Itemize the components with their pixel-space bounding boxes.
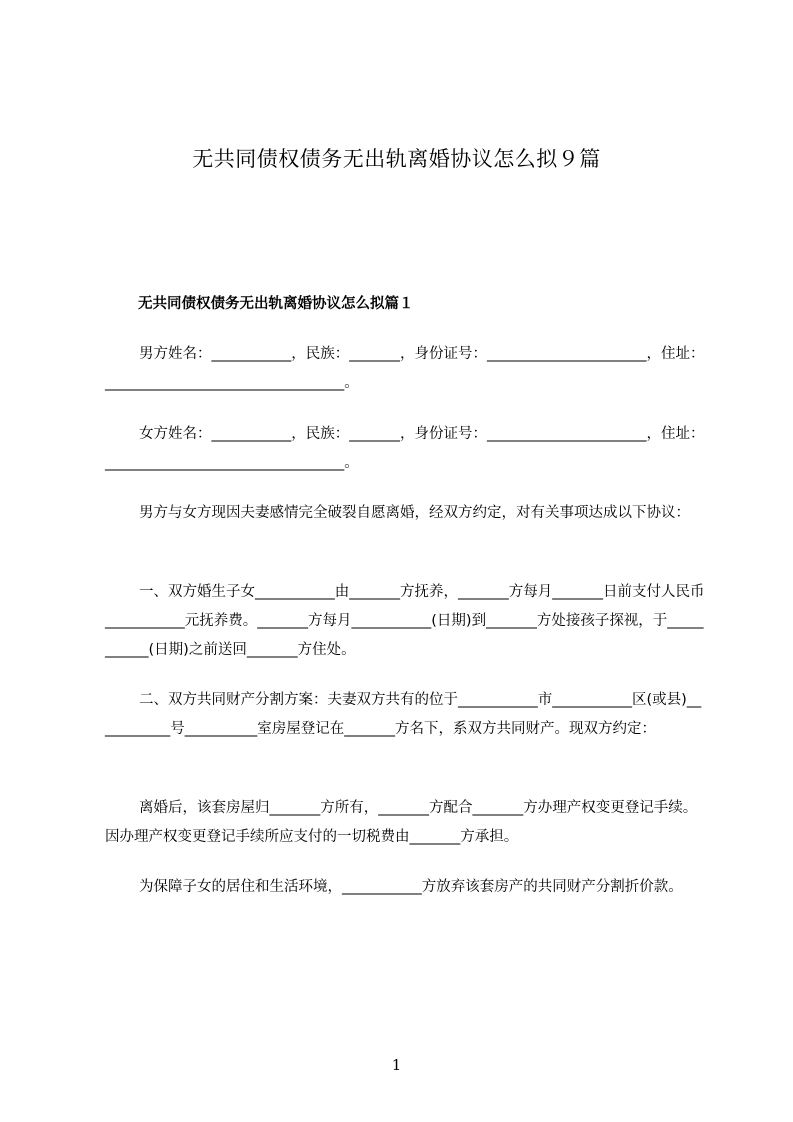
page-number: 1 <box>391 1056 402 1074</box>
female-info-paragraph: 女方姓名：___________，民族：_______，身份证号：______________________，住址：_________________________________。 <box>105 426 705 471</box>
house-ownership-paragraph: 离婚后，该套房屋归_______方所有，_______方配合_______方办理产权变更登记手续。因办理产权变更登记手续所应支付的一切税费由_______方承担。 <box>105 800 698 845</box>
child-housing-paragraph: 为保障子女的居住和生活环境，___________方放弃该套房产的共同财产分割折价款。 <box>139 879 683 895</box>
section-heading: 无共同债权债务无出轨离婚协议怎么拟篇１ <box>138 296 414 312</box>
document-title: 无共同债权债务无出轨离婚协议怎么拟９篇 <box>192 147 601 171</box>
clause-one-paragraph: 一、双方婚生子女___________由_______方抚养，_______方每月_______日前支付人民币___________元抚养费。_______方每月___________(日期)到_______方处接孩子探视，于___________(日期)之前送回_______方住处。 <box>105 584 705 658</box>
male-info-paragraph: 男方姓名：___________，民族：_______，身份证号：______________________，住址：_________________________________。 <box>105 346 705 391</box>
clause-two-paragraph: 二、双方共同财产分割方案：夫妻双方共有的位于___________市___________区(或县)___________号__________室房屋登记在_______方名下，系双方共同财产。现双方约定： <box>105 692 702 737</box>
intro-paragraph: 男方与女方现因夫妻感情完全破裂自愿离婚，经双方约定，对有关事项达成以下协议： <box>139 505 690 521</box>
